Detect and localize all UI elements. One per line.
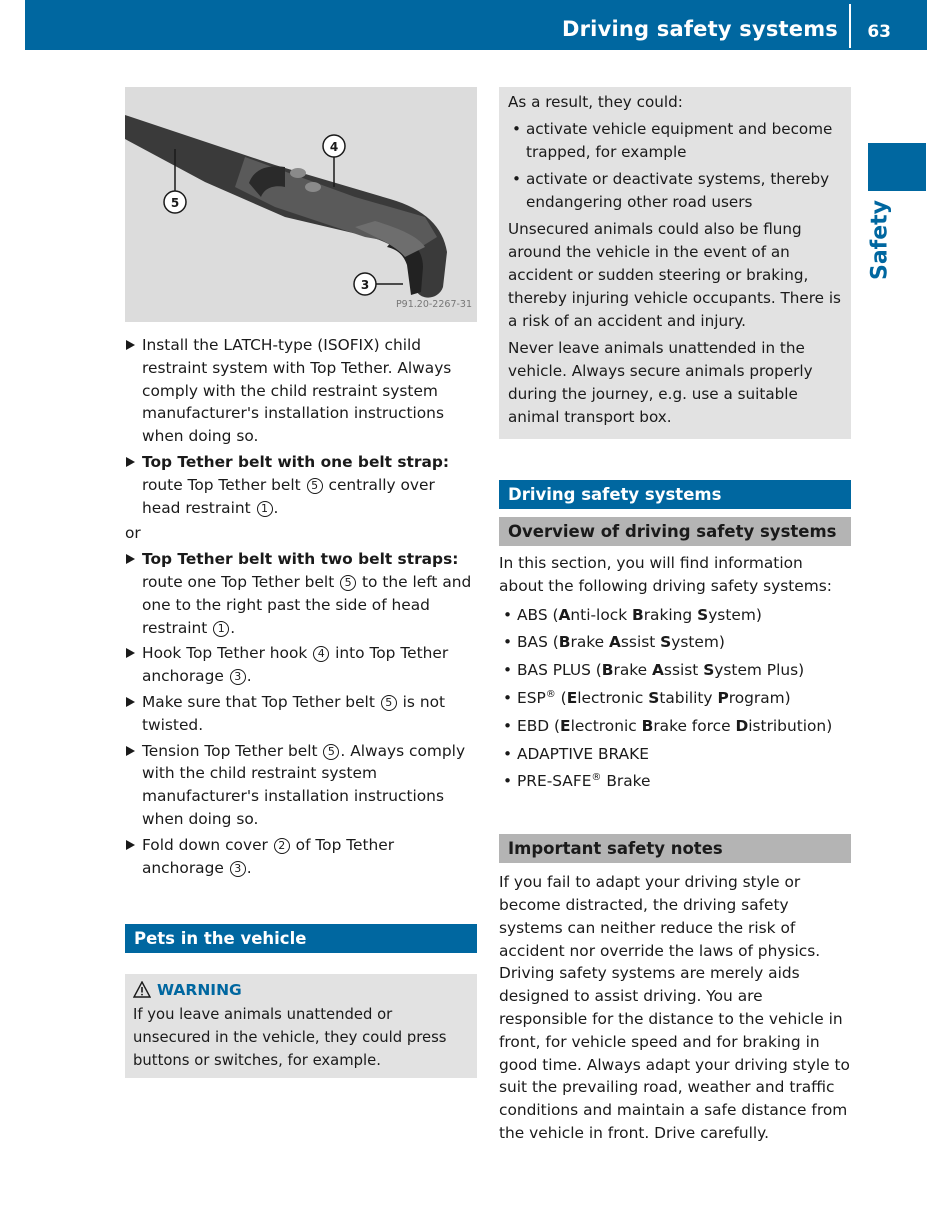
callout-ref: 5 [381,695,397,711]
step-install: Install the LATCH-type (ISOFIX) child restraint system with Top Tether. Always comply with the child restraint system manufacturer's installation instructions when doing so. [125,334,477,448]
system-item: • BAS PLUS (Brake Assist System Plus) [499,659,851,682]
or-separator: or [125,524,141,543]
figure-code: P91.20-2267-31 [395,299,472,311]
callout-ref: 5 [340,575,356,591]
box-bullet: • activate or deactivate systems, thereby endangering other road users [508,168,843,214]
header-divider [849,4,851,48]
box-paragraph: Never leave animals unattended in the vehicle. Always secure animals properly during the journey, e.g. use a suitable animal transport box. [508,339,813,426]
systems-list [499,604,851,794]
step-tension: Tension Top Tether belt 5 . Always comply with the child restraint system manufacturer's installation instructions when doing so. [125,740,477,831]
callout-ref: 1 [213,621,229,637]
warning-continued-box [499,87,851,439]
step-one-strap: Top Tether belt with one belt strap: route Top Tether belt 5 centrally over head restraint 1 . [125,451,477,519]
left-column [125,87,477,1078]
warning-box [125,974,477,1078]
box-paragraph: Unsecured animals could also be flung around the vehicle in the event of an accident or sudden steering or braking, thereby injuring vehicle occupants. There is a risk of an accident and injury. [508,220,841,330]
page-number: 63 [867,22,891,42]
system-item: • ABS (Anti-lock Braking System) [499,604,851,627]
box-intro: As a result, they could: [508,93,683,111]
system-item: • ADAPTIVE BRAKE [499,743,851,766]
page-header [25,0,927,50]
step-fold-cover: Fold down cover 2 of Top Tether anchorage 3 . [125,834,477,880]
top-tether-figure [125,87,477,322]
warning-triangle-icon [133,981,151,998]
system-item: • BAS (Brake Assist System) [499,631,851,654]
callout-4: 4 [329,140,339,154]
pets-heading: Pets in the vehicle [125,924,477,953]
warning-title: WARNING [133,979,469,1002]
important-notes-heading: Important safety notes [499,834,851,863]
driving-safety-heading: Driving safety systems [499,480,851,509]
side-tab-marker [868,143,926,191]
system-item: • EBD (Electronic Brake force Distribution) [499,715,851,738]
callout-ref: 5 [307,478,323,494]
overview-intro: In this section, you will find information about the following driving safety systems: [499,554,832,595]
side-tab-label: Safety [867,199,893,281]
callout-ref: 2 [274,838,290,854]
box-bullet: • activate vehicle equipment and become trapped, for example [508,118,843,164]
callout-5: 5 [170,196,180,210]
callout-ref: 5 [323,744,339,760]
callout-ref: 3 [230,669,246,685]
section-title: Driving safety systems [561,17,838,41]
important-notes-text: If you fail to adapt your driving style or become distracted, the driving safety systems can neither reduce the risk of accident nor override the laws of physics. Driving safety systems are merely aids designed to assist driving. You are responsible for the distance to the vehicle in front, for vehicle speed and for braking in good time. Always adapt your driving style to suit the prevailing road, weather and traffic conditions and maintain a safe distance from the vehicle in front. Drive carefully. [499,873,850,1142]
callout-3: 3 [360,278,370,292]
step-two-straps: Top Tether belt with two belt straps: route one Top Tether belt 5 to the left and one to the right past the side of head restraint 1 . [125,548,477,639]
callout-ref: 1 [257,501,273,517]
system-item: • ESP® (Electronic Stability Program) [499,687,851,710]
warning-text: If you leave animals unattended or unsecured in the vehicle, they could press buttons or switches, for example. [133,1006,447,1070]
right-column [499,87,851,1145]
system-item: • PRE-SAFE® Brake [499,770,851,793]
step-hook: Hook Top Tether hook 4 into Top Tether anchorage 3 . [125,642,477,688]
callout-ref: 4 [313,646,329,662]
step-not-twisted: Make sure that Top Tether belt 5 is not twisted. [125,691,477,737]
callout-ref: 3 [230,861,246,877]
top-tether-illustration [125,87,477,322]
overview-heading: Overview of driving safety systems [499,517,851,546]
